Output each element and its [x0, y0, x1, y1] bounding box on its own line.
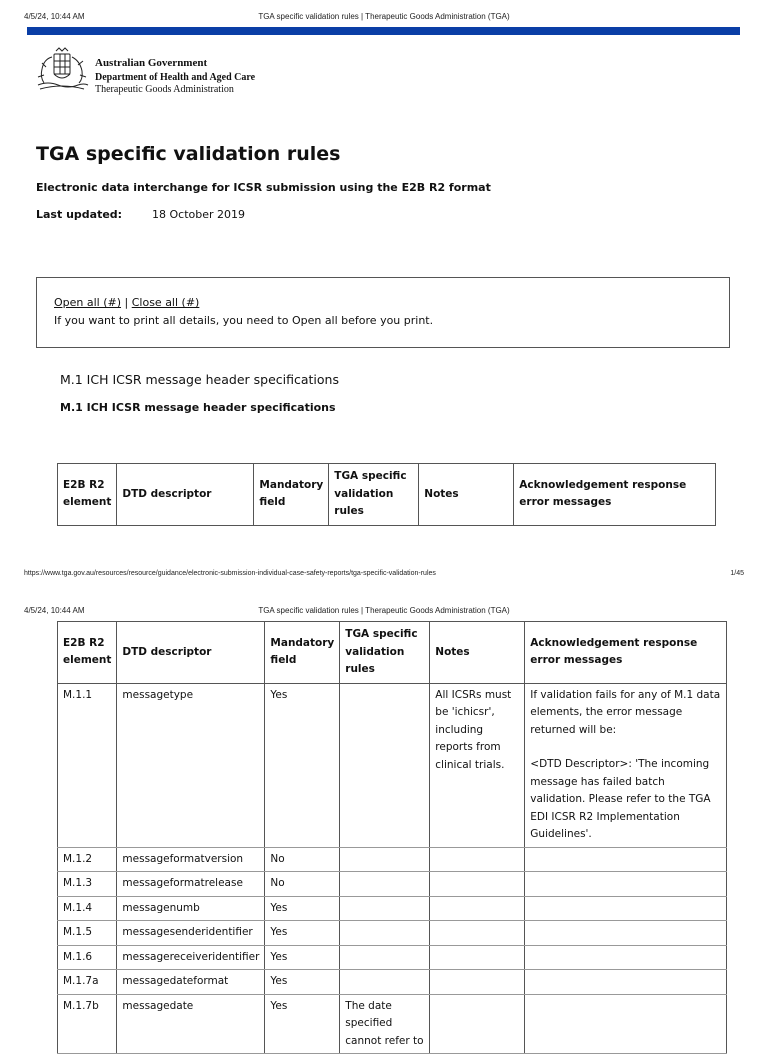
table-row — [58, 945, 727, 970]
spec-table-header-page1 — [57, 463, 716, 526]
table-row — [58, 872, 727, 897]
col-header-rules: TGA specific validation rules — [329, 464, 419, 526]
col-header-mandatory: Mandatory field — [265, 622, 340, 684]
col-header-ack: Acknowledgement response error messages — [514, 464, 716, 526]
cell-notes — [430, 921, 525, 946]
cell-ack — [525, 945, 727, 970]
cell-notes — [430, 945, 525, 970]
accordion-heading-m1[interactable]: M.1 ICH ICSR message header specifications — [60, 372, 339, 387]
cell-rules — [340, 683, 430, 847]
link-separator: | — [121, 296, 132, 309]
accordion-controls-box — [36, 277, 730, 348]
table-row — [58, 683, 727, 847]
print-url: https://www.tga.gov.au/resources/resource/guidance/electronic-submission-individual-case-safety-reports/tga-specific-validation-rules — [24, 570, 436, 577]
cell-ack — [525, 847, 727, 872]
cell-rules — [340, 970, 430, 995]
col-header-element: E2B R2 element — [58, 622, 117, 684]
cell-ack — [525, 896, 727, 921]
page-subtitle: Electronic data interchange for ICSR submission using the E2B R2 format — [36, 181, 491, 194]
last-updated-label: Last updated: — [36, 208, 123, 221]
table-row — [58, 896, 727, 921]
accordion-links — [54, 296, 199, 309]
cell-mandatory: Yes — [265, 921, 340, 946]
cell-descriptor: messagesenderidentifier — [117, 921, 265, 946]
cell-mandatory: Yes — [265, 683, 340, 847]
cell-descriptor: messageformatversion — [117, 847, 265, 872]
table-row — [58, 921, 727, 946]
cell-mandatory: Yes — [265, 970, 340, 995]
cell-mandatory: Yes — [265, 994, 340, 1054]
cell-element: M.1.1 — [58, 683, 117, 847]
cell-element: M.1.5 — [58, 921, 117, 946]
cell-rules — [340, 945, 430, 970]
cell-mandatory: Yes — [265, 945, 340, 970]
cell-element: M.1.4 — [58, 896, 117, 921]
cell-descriptor: messagedate — [117, 994, 265, 1054]
col-header-element: E2B R2 element — [58, 464, 117, 526]
col-header-notes: Notes — [430, 622, 525, 684]
cell-ack — [525, 921, 727, 946]
cell-descriptor: messagetype — [117, 683, 265, 847]
site-header-bar — [27, 27, 740, 35]
cell-element: M.1.3 — [58, 872, 117, 897]
gov-line-2: Department of Health and Aged Care — [95, 72, 256, 83]
cell-mandatory: No — [265, 847, 340, 872]
cell-rules — [340, 872, 430, 897]
spec-table-page2 — [57, 621, 727, 1054]
cell-mandatory: Yes — [265, 896, 340, 921]
coat-of-arms-icon — [34, 45, 90, 93]
gov-line-3: Therapeutic Goods Administration — [95, 84, 234, 95]
col-header-notes: Notes — [419, 464, 514, 526]
cell-notes — [430, 847, 525, 872]
cell-rules — [340, 847, 430, 872]
table-header-row — [58, 464, 716, 526]
print-page-number: 1/45 — [730, 570, 744, 577]
gov-line-1: Australian Government — [95, 57, 208, 69]
cell-rules — [340, 921, 430, 946]
col-header-ack: Acknowledgement response error messages — [525, 622, 727, 684]
page-title: TGA specific validation rules — [36, 143, 341, 165]
cell-rules: The date specified cannot refer to — [340, 994, 430, 1054]
cell-notes — [430, 896, 525, 921]
table-row — [58, 970, 727, 995]
print-title: TGA specific validation rules | Therapeutic Goods Administration (TGA) — [258, 606, 510, 615]
cell-notes — [430, 970, 525, 995]
ack-paragraph-2: <DTD Descriptor>: 'The incoming message has failed batch validation. Please refer to the TGA EDI ICSR R2 Implementation Guidelines'. — [530, 758, 711, 840]
cell-element: M.1.7a — [58, 970, 117, 995]
last-updated-value: 18 October 2019 — [152, 208, 246, 221]
table-header-row — [58, 622, 727, 684]
cell-ack — [525, 970, 727, 995]
print-title: TGA specific validation rules | Therapeutic Goods Administration (TGA) — [258, 12, 510, 21]
table-body — [58, 683, 727, 1054]
col-header-descriptor: DTD descriptor — [117, 464, 254, 526]
cell-descriptor: messagedateformat — [117, 970, 265, 995]
cell-element: M.1.7b — [58, 994, 117, 1054]
print-date: 4/5/24, 10:44 AM — [24, 606, 85, 615]
close-all-link[interactable]: Close all (#) — [131, 296, 200, 309]
australian-government-logo[interactable] — [34, 43, 274, 103]
col-header-descriptor: DTD descriptor — [117, 622, 265, 684]
cell-notes: All ICSRs must be 'ichicsr', including reports from clinical trials. — [430, 683, 525, 847]
print-header-page2 — [0, 606, 768, 620]
cell-ack — [525, 872, 727, 897]
table-row — [58, 847, 727, 872]
print-note: If you want to print all details, you need to Open all before you print. — [54, 314, 434, 327]
col-header-mandatory: Mandatory field — [254, 464, 329, 526]
cell-mandatory: No — [265, 872, 340, 897]
cell-ack — [525, 683, 727, 847]
col-header-rules: TGA specific validation rules — [340, 622, 430, 684]
cell-rules — [340, 896, 430, 921]
print-date: 4/5/24, 10:44 AM — [24, 12, 85, 21]
ack-paragraph-1: If validation fails for any of M.1 data elements, the error message returned will be: — [530, 688, 721, 736]
government-wordmark — [95, 57, 255, 96]
cell-element: M.1.6 — [58, 945, 117, 970]
cell-descriptor: messagereceiveridentifier — [117, 945, 265, 970]
cell-element: M.1.2 — [58, 847, 117, 872]
cell-notes — [430, 872, 525, 897]
cell-descriptor: messageformatrelease — [117, 872, 265, 897]
open-all-link[interactable]: Open all (#) — [54, 296, 122, 309]
section-subheading-m1: M.1 ICH ICSR message header specifications — [60, 401, 336, 414]
print-header-page1 — [0, 12, 768, 26]
cell-descriptor: messagenumb — [117, 896, 265, 921]
